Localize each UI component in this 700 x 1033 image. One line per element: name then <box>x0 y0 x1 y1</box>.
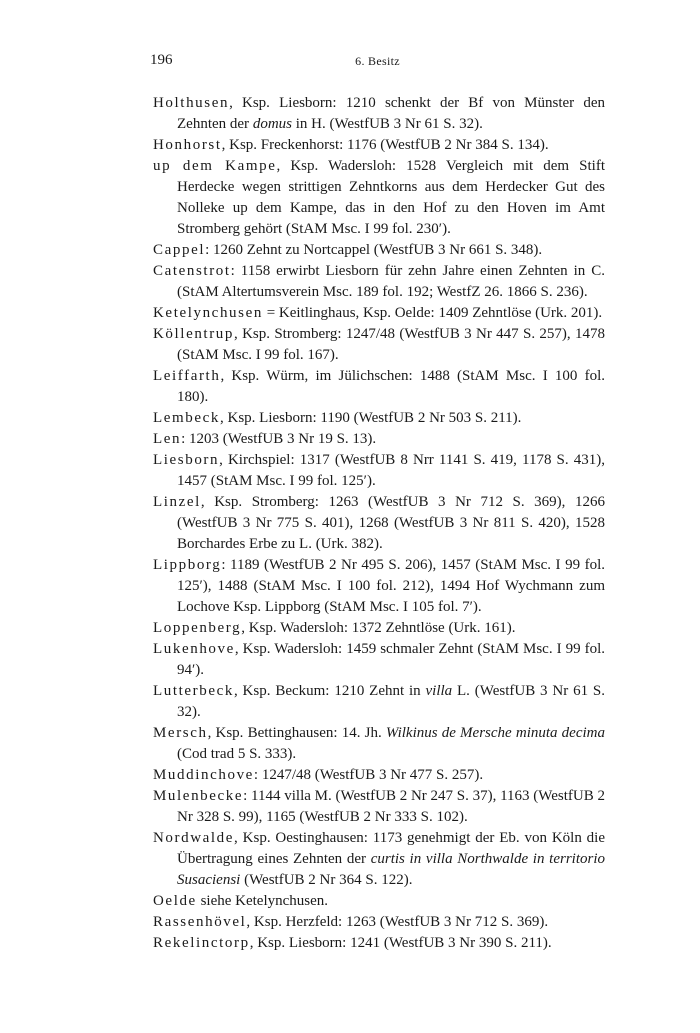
entry-headword: Lippborg <box>153 557 222 573</box>
entry-headword: up dem Kampe <box>153 158 277 174</box>
register-entry <box>153 261 605 303</box>
register-entry <box>153 828 605 891</box>
entry-headword: Ketelynchusen <box>153 305 263 321</box>
register-entry <box>153 240 605 261</box>
entry-text: , Ksp. Wadersloh: 1372 Zehntlöse (Urk. 161). <box>241 620 516 636</box>
entry-text: , Ksp. Wadersloh: 1528 Vergleich mit dem Stift Herdecke wegen strittigen Zehntkorns aus dem Herdecker Gut des Nolleke up dem Kampe, das in den Hof zu den Hoven im Amt Stromberg gehört (StAM Msc. I 99 fol. 230′). <box>177 158 606 237</box>
entry-headword: Mulenbecke <box>153 788 244 804</box>
register-entry <box>153 450 605 492</box>
register-entry <box>153 93 605 135</box>
entry-text: siehe Ketelynchusen. <box>196 893 329 909</box>
entry-headword: Mersch <box>153 725 208 741</box>
register-entry <box>153 891 605 912</box>
entry-text: , Kirchspiel: 1317 (WestfUB 8 Nrr 1141 S. 419, 1178 S. 431), 1457 (StAM Msc. I 99 fol. 125′). <box>177 452 605 489</box>
entry-headword: Lukenhove <box>153 641 235 657</box>
entry-text: : 1260 Zehnt zu Nortcappel (WestfUB 3 Nr 661 S. 348). <box>205 242 543 258</box>
entry-list <box>153 93 605 954</box>
entry-text: : 1158 erwirbt Liesborn für zehn Jahre einen Zehnten in C. (StAM Altertumsverein Msc. 189 fol. 192; WestfZ 26. 1866 S. 236). <box>177 263 605 300</box>
entry-headword: Cappel <box>153 242 206 258</box>
entry-text: , Ksp. Liesborn: 1241 (WestfUB 3 Nr 390 S. 211). <box>249 935 552 951</box>
register-entry <box>153 639 605 681</box>
entry-headword: Köllentrup <box>153 326 234 342</box>
entry-text: , Ksp. Herzfeld: 1263 (WestfUB 3 Nr 712 S. 369). <box>246 914 549 930</box>
entry-text: (Cod trad 5 S. 333). <box>177 746 297 762</box>
register-entry <box>153 912 605 933</box>
page-number: 196 <box>150 52 173 68</box>
register-entry <box>153 555 605 618</box>
register-entry <box>153 408 605 429</box>
entry-text: (WestfUB 2 Nr 364 S. 122). <box>240 872 413 888</box>
entry-text: = Keitlinghaus, Ksp. Oelde: 1409 Zehntlöse (Urk. 201). <box>262 305 603 321</box>
entry-italic-text: domus <box>252 116 292 132</box>
register-entry <box>153 786 605 828</box>
entry-headword: Leiffarth <box>153 368 221 384</box>
register-entry <box>153 933 605 954</box>
entry-text: , Ksp. Wadersloh: 1459 schmaler Zehnt (StAM Msc. I 99 fol. 94′). <box>177 641 605 678</box>
register-entry <box>153 681 605 723</box>
entry-text: , Ksp. Freckenhorst: 1176 (WestfUB 2 Nr 384 S. 134). <box>221 137 549 153</box>
register-entry <box>153 492 605 555</box>
entry-text: , Ksp. Würm, im Jülichschen: 1488 (StAM Msc. I 100 fol. 180). <box>177 368 605 405</box>
running-head: 6. Besitz <box>355 54 400 68</box>
entry-headword: Liesborn <box>153 452 220 468</box>
entry-headword: Lembeck <box>153 410 221 426</box>
entry-italic-text: curtis in villa Northwalde in territorio Susaciensi <box>177 851 606 888</box>
entry-headword: Rekelinctorp <box>153 935 250 951</box>
register-entry <box>153 723 605 765</box>
entry-text: : 1189 (WestfUB 2 Nr 495 S. 206), 1457 (StAM Msc. I 99 fol. 125′), 1488 (StAM Msc. I 100 fol. 212), 1494 Hof Wychmann zum Lochove Ksp. Lippborg (StAM Msc. I 105 fol. 7′). <box>177 557 605 615</box>
register-entry <box>153 324 605 366</box>
entry-headword: Lutterbeck <box>153 683 234 699</box>
entry-headword: Rassenhövel <box>153 914 247 930</box>
entry-text: L. (WestfUB 3 Nr 61 S. 32). <box>177 683 605 720</box>
entry-headword: Len <box>153 431 182 447</box>
register-entry <box>153 429 605 450</box>
entry-text: , Ksp. Oestinghausen: 1173 genehmigt der Eb. von Köln die Übertragung eines Zehnten der <box>177 830 605 867</box>
entry-headword: Honhorst <box>153 137 222 153</box>
entry-text: , Ksp. Bettinghausen: 14. Jh. <box>207 725 386 741</box>
entry-headword: Linzel <box>153 494 201 510</box>
entry-text: , Ksp. Liesborn: 1210 schenkt der Bf von Münster den Zehnten der <box>177 95 605 132</box>
entry-text: in H. (WestfUB 3 Nr 61 S. 32). <box>291 116 483 132</box>
register-entry <box>153 135 605 156</box>
entry-text: , Ksp. Beckum: 1210 Zehnt in <box>233 683 426 699</box>
register-entry <box>153 765 605 786</box>
entry-italic-text: villa <box>425 683 453 699</box>
entry-italic-text: Wilkinus de Mersche minuta decima <box>385 725 606 741</box>
entry-text: , Ksp. Liesborn: 1190 (WestfUB 2 Nr 503 S. 211). <box>220 410 522 426</box>
register-entry <box>153 303 605 324</box>
entry-headword: Holthusen <box>153 95 230 111</box>
entry-headword: Loppenberg <box>153 620 242 636</box>
entry-text: : 1144 villa M. (WestfUB 2 Nr 247 S. 37), 1163 (WestfUB 2 Nr 328 S. 99), 1165 (WestfUB 2 Nr 333 S. 102). <box>177 788 606 825</box>
page-header <box>150 52 605 74</box>
entry-text: : 1247/48 (WestfUB 3 Nr 477 S. 257). <box>253 767 484 783</box>
entry-headword: Oelde <box>153 893 197 909</box>
register-entry <box>153 156 605 240</box>
entry-headword: Nordwalde <box>153 830 235 846</box>
register-entry <box>153 618 605 639</box>
entry-headword: Muddinchove <box>153 767 254 783</box>
entry-text: , Ksp. Stromberg: 1263 (WestfUB 3 Nr 712 S. 369), 1266 (WestfUB 3 Nr 775 S. 401), 1268 (WestfUB 3 Nr 811 S. 420), 1528 Borchardes Erbe zu L. (Urk. 382). <box>177 494 605 552</box>
entry-text: , Ksp. Stromberg: 1247/48 (WestfUB 3 Nr 447 S. 257), 1478 (StAM Msc. I 99 fol. 167). <box>177 326 605 363</box>
register-entry <box>153 366 605 408</box>
entry-text: : 1203 (WestfUB 3 Nr 19 S. 13). <box>181 431 377 447</box>
entry-headword: Catenstrot <box>153 263 231 279</box>
